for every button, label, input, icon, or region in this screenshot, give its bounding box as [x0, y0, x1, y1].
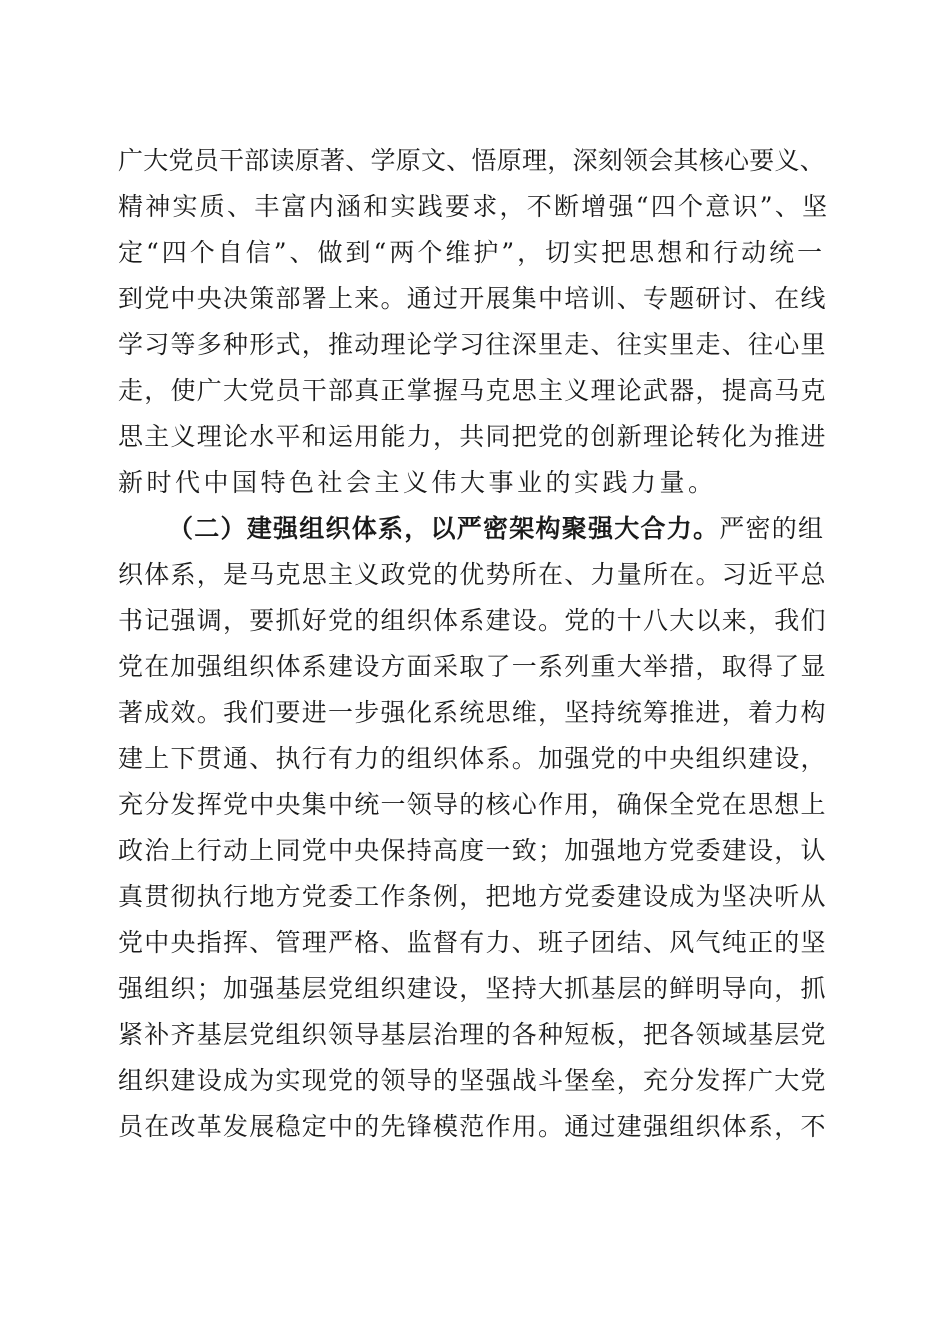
text-line: 党在加强组织体系建设方面采取了一系列重大举措，取得了显 [118, 652, 827, 681]
text-line: 学习等多种形式，推动理论学习往深里走、往实里走、往心里 [118, 330, 827, 359]
paragraph-2 [118, 506, 830, 1150]
text-line: 员在改革发展稳定中的先锋模范作用。通过建强组织体系，不 [118, 1112, 827, 1141]
paragraph-1 [118, 138, 830, 506]
text-line: 精神实质、丰富内涵和实践要求，不断增强“四个意识”、坚 [118, 192, 830, 221]
section-heading: （二）建强组织体系，以严密架构聚强大合力。 [168, 514, 720, 543]
text-line: 到党中央决策部署上来。通过开展集中培训、专题研讨、在线 [118, 284, 827, 313]
text-run: 严密的组 [719, 514, 825, 543]
text-line: 著成效。我们要进一步强化系统思维，坚持统筹推进，着力构 [118, 698, 827, 727]
text-line: 建上下贯通、执行有力的组织体系。加强党的中央组织建设， [118, 744, 827, 773]
text-line: 书记强调，要抓好党的组织体系建设。党的十八大以来，我们 [118, 606, 827, 635]
text-line: 党中央指挥、管理严格、监督有力、班子团结、风气纯正的坚 [118, 928, 827, 957]
text-line: 织体系，是马克思主义政党的优势所在、力量所在。习近平总 [118, 560, 827, 589]
text-line: 广大党员干部读原著、学原文、悟原理，深刻领会其核心要义、 [118, 146, 826, 175]
text-line: 组织建设成为实现党的领导的坚强战斗堡垒，充分发挥广大党 [118, 1066, 827, 1095]
text-line: 紧补齐基层党组织领导基层治理的各种短板，把各领域基层党 [118, 1020, 827, 1049]
text-line: 真贯彻执行地方党委工作条例，把地方党委建设成为坚决听从 [118, 882, 827, 911]
text-line: 思主义理论水平和运用能力，共同把党的创新理论转化为推进 [118, 422, 827, 451]
body-text [118, 138, 830, 1150]
text-line: 政治上行动上同党中央保持高度一致；加强地方党委建设，认 [118, 836, 827, 865]
text-line: 新时代中国特色社会主义伟大事业的实践力量。 [118, 468, 717, 497]
text-line: 定“四个自信”、做到“两个维护”，切实把思想和行动统一 [118, 238, 826, 267]
text-line: 走，使广大党员干部真正掌握马克思主义理论武器，提高马克 [118, 376, 827, 405]
text-line: 充分发挥党中央集中统一领导的核心作用，确保全党在思想上 [118, 790, 827, 819]
text-line: 强组织；加强基层党组织建设，坚持大抓基层的鲜明导向，抓 [118, 974, 827, 1003]
text-line [118, 506, 830, 552]
